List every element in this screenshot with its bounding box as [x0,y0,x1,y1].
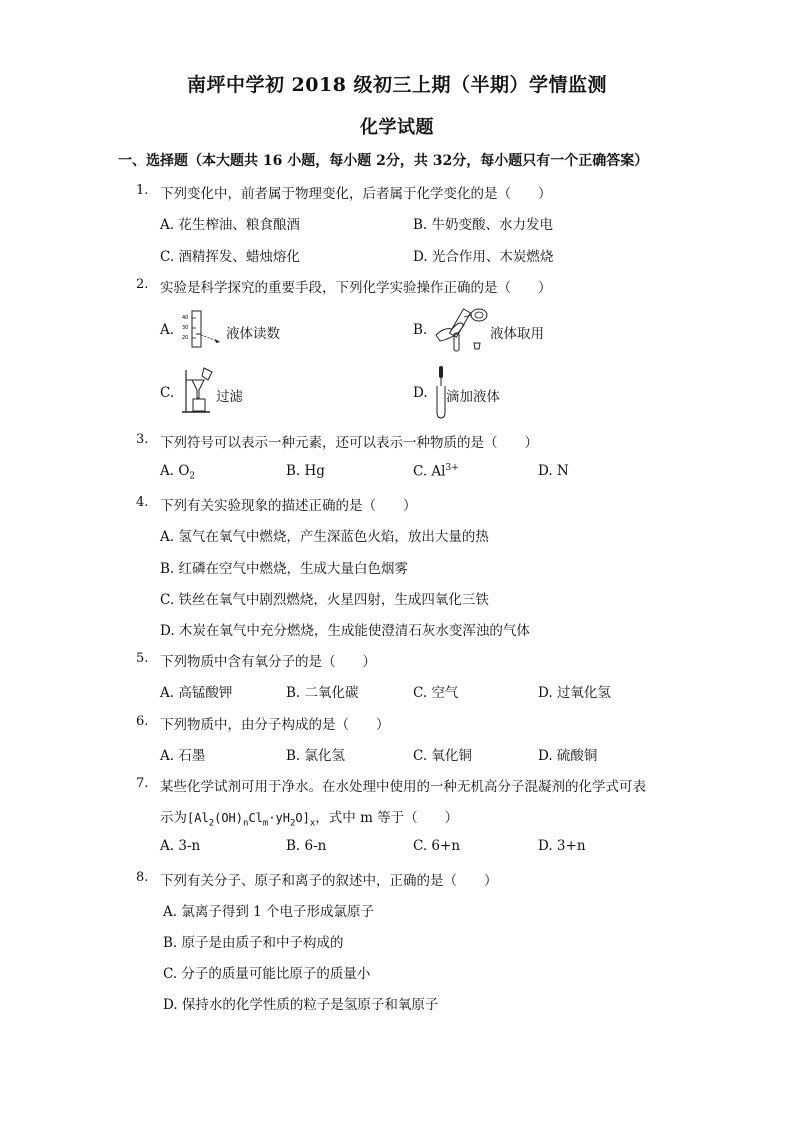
question-2-text: 实验是科学探究的重要手段，下列化学实验操作正确的是（ ） [160,280,552,296]
question-5-number: 5. [136,651,149,666]
question-8-option-d: D. 保持水的化学性质的粒子是氢原子和氧原子 [163,997,439,1013]
question-5-option-d: D. 过氧化氢 [538,685,611,701]
question-5-option-b: B. 二氧化碳 [286,685,359,701]
question-3-option-d: D. N [538,463,569,479]
cylinder-tick-40: 40 [182,315,189,321]
graduated-cylinder-reading-figure [180,308,222,350]
question-7-option-b: B. 6-n [286,838,327,854]
question-6-text: 下列物质中，由分子构成的是（ ） [160,717,390,733]
question-4-text: 下列有关实验现象的描述正确的是（ ） [160,498,417,514]
question-6-option-a: A. 石墨 [160,748,206,764]
question-7-option-a: A. 3-n [160,838,201,854]
question-7-option-d: D. 3+n [538,838,586,854]
question-1-option-c: C. 酒精挥发、蜡烛熔化 [160,249,300,265]
question-6-number: 6. [136,714,149,729]
exam-subtitle: 化学试题 [360,117,434,138]
question-1-option-a: A. 花生榨油、粮食酿酒 [160,217,300,233]
question-4-option-d: D. 木炭在氧气中充分燃烧，生成能使澄清石灰水变浑浊的气体 [160,623,530,639]
question-7-option-c: C. 6+n [413,838,461,854]
question-3-option-a: A. $O_2$ [160,463,196,482]
question-7-number: 7. [136,776,149,791]
question-6-option-c: C. 氧化铜 [413,748,472,764]
question-5-option-c: C. 空气 [413,685,459,701]
exam-title: 南坪中学初 2018 级初三上期（半期）学情监测 [186,74,608,96]
question-2-option-d: D. [413,385,428,401]
question-6-option-d: D. 硫酸铜 [538,748,598,764]
question-8-number: 8. [136,870,149,885]
question-2-number: 2. [136,277,149,292]
cylinder-tick-30: 30 [182,325,189,331]
question-5-option-a: A. 高锰酸钾 [160,685,233,701]
question-8-option-a: A. 氯离子得到 1 个电子形成氯原子 [163,904,375,920]
question-1-number: 1. [136,183,149,198]
question-6-option-b: B. 氯化氢 [286,748,346,764]
question-7-text-line-2: 示为$[Al_2(OH)_nCl_m\cdot yH_2O]_x$，式中 m 等于（ ） [160,810,459,829]
question-2-caption-b: 液体取用 [490,326,544,342]
chemical-formula: $[Al_2(OH)_nCl_m\cdot yH_2O]_x$ [187,811,316,829]
question-2-caption-a: 液体读数 [226,326,280,342]
question-8-text: 下列有关分子、原子和离子的叙述中，正确的是（ ） [160,873,498,889]
question-8-option-b: B. 原子是由质子和中子构成的 [163,935,344,951]
question-3-text: 下列符号可以表示一种元素，还可以表示一种物质的是（ ） [160,435,538,451]
question-2-option-c: C. [160,385,175,401]
section-heading: 一、选择题（本大题共 16 小题，每小题 2分，共 32分，每小题只有一个正确答案） [118,153,649,169]
question-3-option-c: C. $Al^{3+}$ [413,463,459,480]
question-2-caption-c: 过滤 [216,389,243,405]
question-8-option-c: C. 分子的质量可能比原子的质量小 [163,966,371,982]
question-3-option-b: B. Hg [286,463,325,479]
question-2-option-b: B. [413,322,428,338]
question-2-caption-d: 滴加液体 [446,389,500,405]
question-7-text: 某些化学试剂可用于净水。在水处理中使用的一种无机高分子混凝剂的化学式可表 [160,779,646,795]
question-1-option-d: D. 光合作用、木炭燃烧 [413,249,554,265]
question-4-option-c: C. 铁丝在氧气中剧烈燃烧，火星四射，生成四氧化三铁 [160,592,489,608]
cylinder-tick-20: 20 [182,335,189,341]
question-1-option-b: B. 牛奶变酸、水力发电 [413,217,554,233]
question-2-option-a: A. [160,322,175,338]
question-5-text: 下列物质中含有氧分子的是（ ） [160,654,376,670]
question-1-text: 下列变化中，前者属于物理变化，后者属于化学变化的是（ ） [160,186,552,202]
filtration-figure [180,366,216,416]
question-4-option-a: A. 氢气在氧气中燃烧，产生深蓝色火焰，放出大量的热 [160,529,489,545]
question-4-option-b: B. 红磷在空气中燃烧，生成大量白色烟雾 [160,561,409,577]
question-4-number: 4. [136,495,149,510]
question-3-number: 3. [136,432,149,447]
liquid-pouring-figure [434,305,490,353]
